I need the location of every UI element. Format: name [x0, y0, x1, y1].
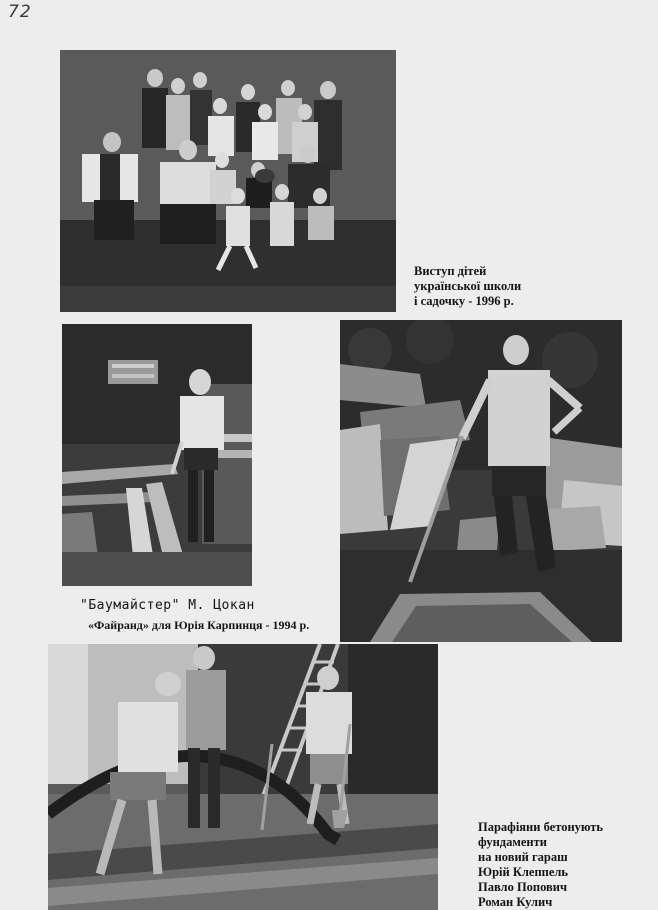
photo-baumeister [62, 324, 252, 586]
caption-line: Парафіяни бетонують [478, 820, 604, 834]
page-number: 72 [8, 2, 32, 22]
caption-line: Юрій Клеппель [478, 865, 569, 879]
caption-line: і садочку - 1996 р. [414, 294, 514, 308]
caption-line: фундаменти [478, 835, 547, 849]
photo-fairand [340, 320, 622, 642]
photo-school-performance [60, 50, 396, 312]
caption-school-performance [414, 264, 521, 309]
caption-line: Виступ дітей [414, 264, 487, 278]
caption-baumeister: "Баумайстер" М. Цокан [80, 598, 255, 613]
caption-parishioners [478, 820, 603, 910]
caption-line: Павло Попович [478, 880, 568, 894]
caption-line: Роман Кулич [478, 895, 553, 909]
caption-fairand: «Файранд» для Юрія Карпинця - 1994 р. [88, 618, 310, 632]
caption-line: української школи [414, 279, 522, 293]
caption-line: на новий гараш [478, 850, 568, 864]
photo-parishioners-concrete [48, 644, 438, 910]
